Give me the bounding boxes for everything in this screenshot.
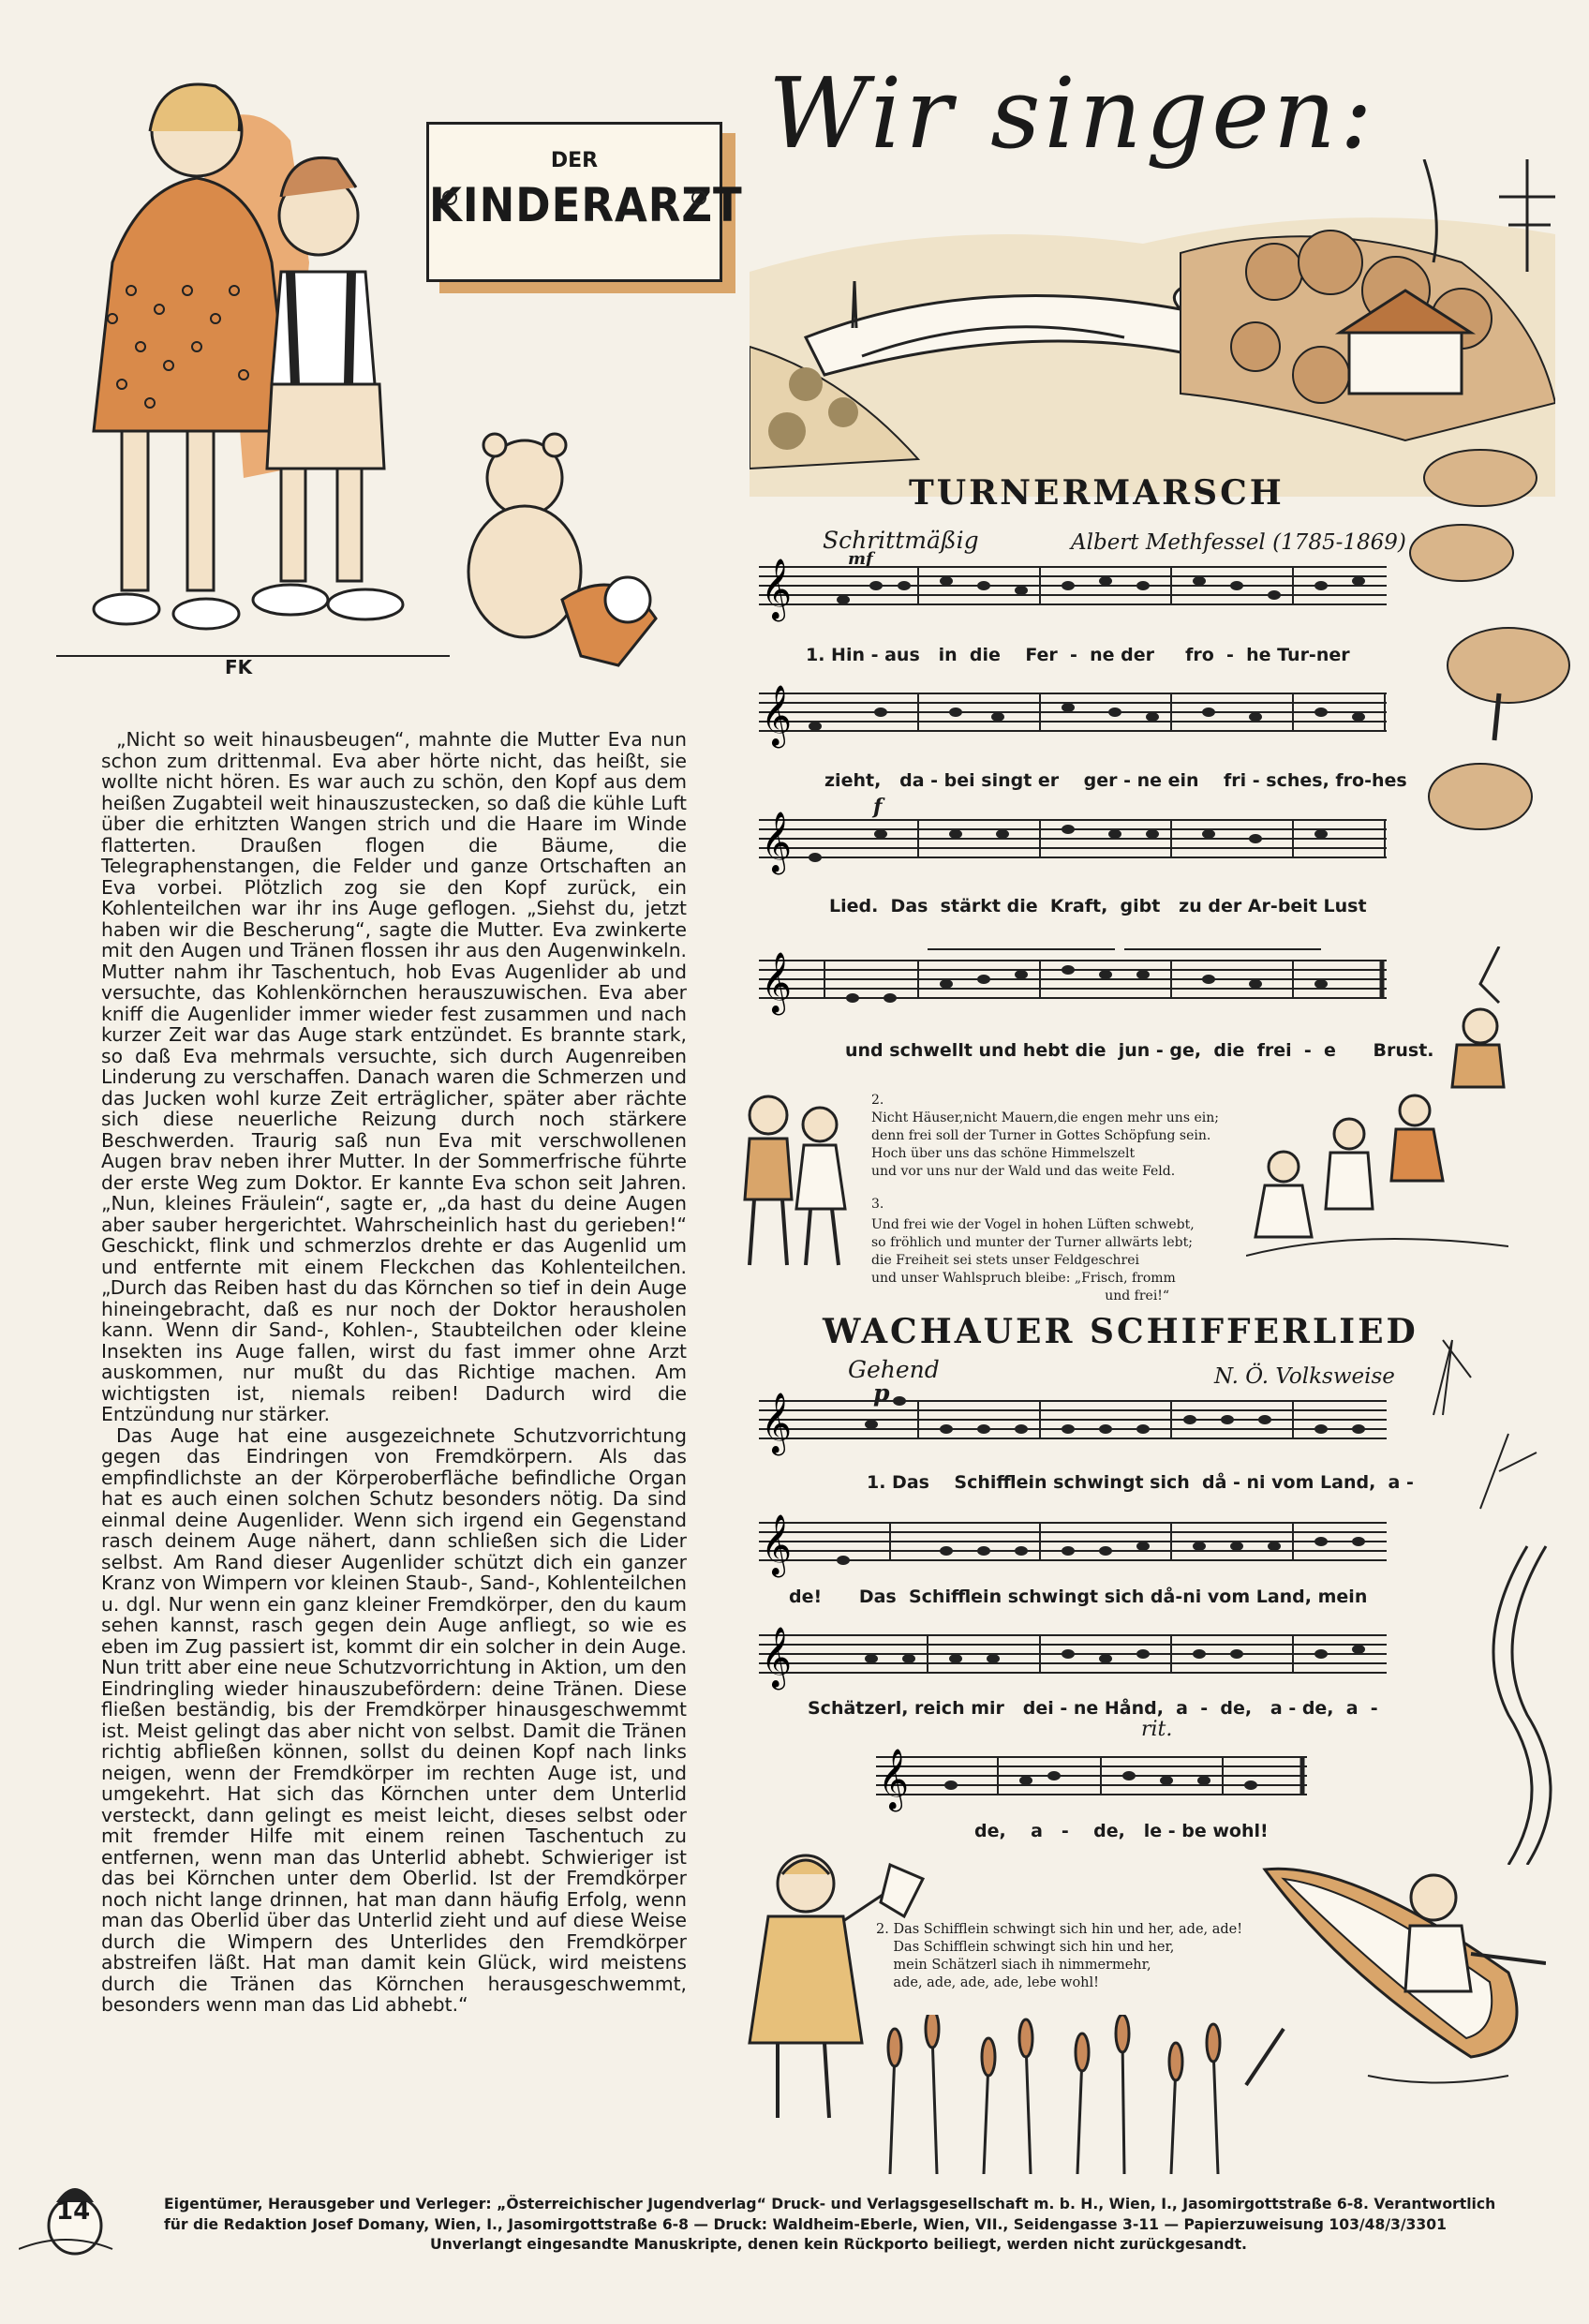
svg-text:𝄞: 𝄞 [761,1627,793,1688]
music-staff-8 [876,1743,1316,1818]
footer-line: Unverlangt eingesandte Manuskripte, denen kein Rückporto beiliegt, werden nicht zurückgesandt. [430,2236,1247,2253]
svg-text:𝄞: 𝄞 [761,1514,793,1575]
lyric-line: 1. Das Schifflein schwingt sich då - ni vom Land, a - [867,1472,1414,1493]
hikers-illustration [731,1087,853,1274]
reeds-illustration [871,2015,1265,2174]
composer: Albert Methfessel (1785-1869) [1071,530,1406,555]
song-title-wachauer: WACHAUER SCHIFFERLIED [823,1312,1418,1351]
lyric-line: zieht, da - bei singt er ger - ne ein fri - sches, fro-hes [824,770,1407,791]
song-title-turnermarsch: TURNERMARSCH [909,473,1285,513]
lyric-line: de! Das Schifflein schwingt sich då-ni vom Land, mein [789,1587,1368,1607]
music-staff-5 [759,1392,1396,1467]
page-number: 14 [56,2197,91,2226]
verse-number: 2. [871,1093,884,1108]
screw-icon [442,190,457,205]
music-staff-7 [759,1621,1396,1696]
dynamic-marking: p [873,1379,890,1407]
music-staff-6 [759,1509,1396,1584]
lyric-line: 1. Hin - aus in die Fer - ne der fro - he Tur-ner [806,645,1350,665]
rowing-boy-illustration [1227,1860,1546,2094]
imprint-footer [164,2195,1513,2256]
sign-der: DER [550,149,599,172]
ritardando-marking: rit. [1141,1718,1173,1741]
svg-text:𝄞: 𝄞 [761,1393,793,1453]
lyric-line: und schwellt und hebt die jun - ge, die frei - e Brust. [845,1040,1434,1061]
svg-text:𝄞: 𝄞 [878,1749,910,1810]
verse-text: 2. Das Schifflein schwingt sich hin und her, ade, ade! Das Schifflein schwingt sich hin und her, mein Schätzerl siach ih nimmermehr, ade, ade, ade, ade, lebe wohl! [876,1922,1243,1990]
footer-line: für die Redaktion Josef Domany, Wien, I., Jasomirgottstraße 6-8 — Druck: Waldheim-Eberle, Wien, VII., Seidengasse 3-11 — Papierzuweisung 103/48/3/3301 [164,2215,1447,2233]
article-paragraph: „Nicht so weit hinausbeugen“, mahnte die Mutter Eva nun schon zum drittenmal. Eva aber hörte nicht, das heißt, sie wollte nicht hören. Es war auch zu schön, den Kopf aus dem heißen Zugabteil weit hinauszustecken, so daß die kühle Luft über die erhitzten Wangen strich und die Haare im Winde flatterten. Draußen flogen die Bäume, die Telegraphenstangen, die Felder und ganze Ortschaften an Eva vorbei. Plötzlich zog sie den Kopf zurück, ein Kohlenteilchen war ihr ins Auge geflogen. „Siehst du, jetzt haben wir die Bescherung“, sagte die Mutter. Eva zwinkerte mit den Augen und Tränen flossen ihr aus den Augenwinkeln. Mutter nahm ihr Taschentuch, hob Evas Augenlider ab und versuchte, das Kohlenkörnchen herauszuwischen. Eva aber kniff die Augenlider immer wieder fest zusammen und nach kurzer Zeit war das Auge stark entzündet. Es brannte stark, so daß Eva mehrmals versuchte, sich durch Augenreiben Linderung zu verschaffen. Danach waren die Schmerzen und das Jucken wohl kurze Zeit erträglicher, später aber rächte sich diese neuerliche Reizung durch noch stärkere Beschwerden. Traurig saß nun Eva mit verschwollenen Augen brav neben ihrer Mutter. In der Sommerfrische führte der erste Weg zum Doktor. Er kannte Eva schon seit Jahren. „Nun, kleines Fräulein“, sagte er, „da hast du deine Augen aber sauber hergerichtet. Wahrscheinlich hast du gerieben!“ Geschickt, flink und schmerzlos drehte er das Augenlid um und entfernte mit einem Fleckchen das Kohlenteilchen. „Durch das Reiben hast du das Körnchen so tief in dein Auge hineingebracht, daß es nur noch der Doktor herausholen kann. Wenn dir Sand-, Kohlen-, Staubteilchen oder kleine Insekten ins Auge fallen, wirst du fast immer ohne Arzt auskommen, nur mußt du das Richtige machen. Am wichtigsten ist, niemals reiben! Dadurch wird die Entzündung nur stärker. [101,728,687,1425]
music-staff-2 [759,684,1396,759]
children-playing-illustration [1246,946,1508,1274]
screw-icon [691,190,706,205]
article-body [101,729,687,2016]
dynamic-marking: mf [848,549,873,569]
sign-title: KINDERARZT [429,178,743,232]
verse-text: Nicht Häuser,nicht Mauern,die engen mehr uns ein; denn frei soll der Turner in Gottes Schöpfung sein. Hoch über uns das schöne Himmelszelt und vor uns nur der Wald und das weite Feld. [871,1110,1219,1179]
svg-text:𝄞: 𝄞 [761,952,793,1013]
river-decoration [1415,1303,1583,1865]
verse-text: Und frei wie der Vogel in hohen Lüften schwebt, so fröhlich und munter der Turner allwärts lebt; die Freiheit sei stets unser Feldgeschrei und unser Wahlspruch bleibe: „Frisch, fromm und frei!“ [871,1217,1195,1304]
lyric-line: Lied. Das stärkt die Kraft, gibt zu der Ar-beit Lust [829,896,1367,916]
svg-text:𝄞: 𝄞 [761,685,793,746]
kinderarzt-sign [426,122,743,282]
lyric-line: Schätzerl, reich mir dei - ne Hånd, a - de, a - de, a - [808,1698,1378,1719]
composer: N. Ö. Volksweise [1214,1364,1395,1389]
illustrator-signature: FK [225,656,253,678]
svg-text:𝄞: 𝄞 [761,812,793,872]
page-heading: Wir singen: [768,56,1376,171]
tempo-marking: Schrittmäßig [823,527,979,554]
trees-decoration [1396,422,1583,853]
lyric-line: de, a - de, le - be wohl! [974,1821,1269,1841]
footer-line: Eigentümer, Herausgeber und Verleger: „Österreichischer Jugendverlag“ Druck- und Verlagsgesellschaft m. b. H., Wien, I., Jasomirgottstraße 6-8. Verantwortlich [164,2196,1496,2212]
svg-text:𝄞: 𝄞 [761,559,793,619]
music-staff-3 [759,811,1396,886]
article-paragraph: Das Auge hat eine ausgezeichnete Schutzvorrichtung gegen das Eindringen von Fremdkörpern. Als das empfindlichste an der Körperoberfläche befindliche Organ hat es auch einen solchen Schutz besonders nötig. Da sind einmal deine Augenlider. Wenn sich irgend ein Gegenstand rasch deinem Auge nähert, dann schließen sich die Lider selbst. Am Rand dieser Augenlider schützt dich ein ganzer Kranz von Wimpern vor kleinen Staub-, Sand-, Kohlenteilchen u. dgl. Nur wenn ein ganz kleiner Fremdkörper, den du kaum sehen kannst, rasch gegen dein Auge anfliegt, so wie es eben im Zug passiert ist, kommt dir ein solcher in dein Auge. Nun tritt aber eine neue Schutzvorrichtung in Aktion, um den Eindringling wieder hinauszubefördern: deine Tränen. Diese fließen beständig, bis der Fremdkörper hinausgeschwemmt ist. Meist gelingt das aber nicht von selbst. Damit die Tränen richtig abfließen können, sollst du deinen Kopf nach links neigen, wenn der Fremdkörper im rechten Auge ist, und umgekehrt. Hat sich das Körnchen unter dem Unterlid versteckt, dann gelingt es meist leicht, dieses selbst oder mit fremder Hilfe mit einem reinen Taschentuch zu entfernen, wenn man das Unterlid abhebt. Schwieriger ist das bei Körnchen unter dem Oberlid. Ist der Fremdkörper noch nicht lange drinnen, hat man dann häufig Erfolg, wenn man das Oberlid über das Unterlid zieht und auf diese Weise durch die Wimpern des Unterlides den Fremdkörper abstreifen läßt. Hat man damit kein Glück, wird meistens durch die Tränen das Körnchen herausgeschwemmt, besonders wenn man das Lid abhebt.“ [101,1423,687,2016]
tempo-marking: Gehend [848,1356,940,1383]
dynamic-marking: f [873,795,883,819]
music-staff-1 [759,558,1396,642]
verse-number: 3. [871,1197,884,1212]
